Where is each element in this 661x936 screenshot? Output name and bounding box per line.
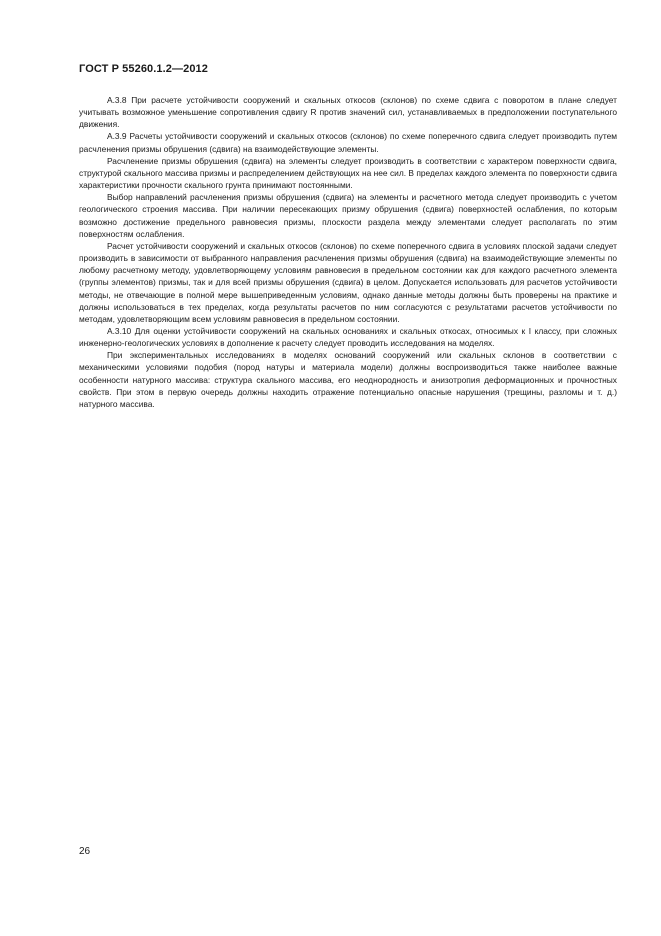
- paragraph-a-3-8: А.3.8 При расчете устойчивости сооружений и скальных откосов (склонов) по схеме сдвига с поворотом в плане следует учитывать возможное уменьшение сопротивления сдвигу R против значений сил, устанавливаемых в предположении поступательного движения.: [79, 95, 617, 130]
- paragraph-a-3-9: А.3.9 Расчеты устойчивости сооружений и скальных откосов (склонов) по схеме поперечного сдвига следует производить путем расчленения призмы обрушения (сдвига) на взаимодействующие элементы.: [79, 131, 617, 154]
- paragraph-experimental-studies: При экспериментальных исследованиях в моделях оснований сооружений или скальных склонов в соответствии с механическими условиями подобия (пород натуры и материала модели) должны воспроизводиться также наиболее важные особенности натурного массива: структура скального массива, его неоднородность и анизотропия деформационных и прочностных свойств. При этом в первую очередь должны находить отражение потенциально опасные нарушения (трещины, разломы и т. д.) натурного массива.: [79, 350, 617, 409]
- document-body: [79, 94, 617, 410]
- page-header-standard-id: ГОСТ Р 55260.1.2—2012: [79, 63, 208, 75]
- paragraph-prism-division: Расчленение призмы обрушения (сдвига) на элементы следует производить в соответствии с характером поверхности сдвига, структурой скального массива призмы и распределением действующих на нее сил. В пределах каждого элемента по поверхности сдвига характеристики прочности скального грунта принимают постоянными.: [79, 155, 617, 191]
- paragraph-a-3-10: А.3.10 Для оценки устойчивости сооружений на скальных основаниях и скальных откосах, относимых к I классу, при сложных инженерно-геологических условиях в дополнение к расчету следует проводить исследования на моделях.: [79, 325, 617, 349]
- paragraph-stability-calculation: Расчет устойчивости сооружений и скальных откосов (склонов) по схеме поперечного сдвига в условиях плоской задачи следует производить в зависимости от выбранного направления расчленения призмы обрушения (сдвига) на взаимодействующие элементы по любому расчетному методу, удовлетворяющему условиям равновесия в предельном состоянии как для каждого расчетного элемента (группы элементов) призмы, так и для всей призмы обрушения (сдвига) в целом. Допускается использовать для расчетов устойчивости методы, не отвечающие в полной мере вышеприведенным условиям, однако данные методы должны быть проверены на практике и должны использоваться в тех пределах, когда результаты расчетов по ним согласуются с результатами расчетов устойчивости по методам, удовлетворяющим всем условиям равновесия в предельном состоянии.: [79, 240, 617, 324]
- paragraph-division-directions: Выбор направлений расчленения призмы обрушения (сдвига) на элементы и расчетного метода следует производить с учетом геологического строения массива. При наличии пересекающих призму обрушения (сдвига) поверхностей ослабления, по которым возможно достижение предельного равновесия призмы, плоскости раздела между элементами следует располагать по этим поверхностям ослабления.: [79, 192, 617, 239]
- page-number: 26: [79, 846, 91, 857]
